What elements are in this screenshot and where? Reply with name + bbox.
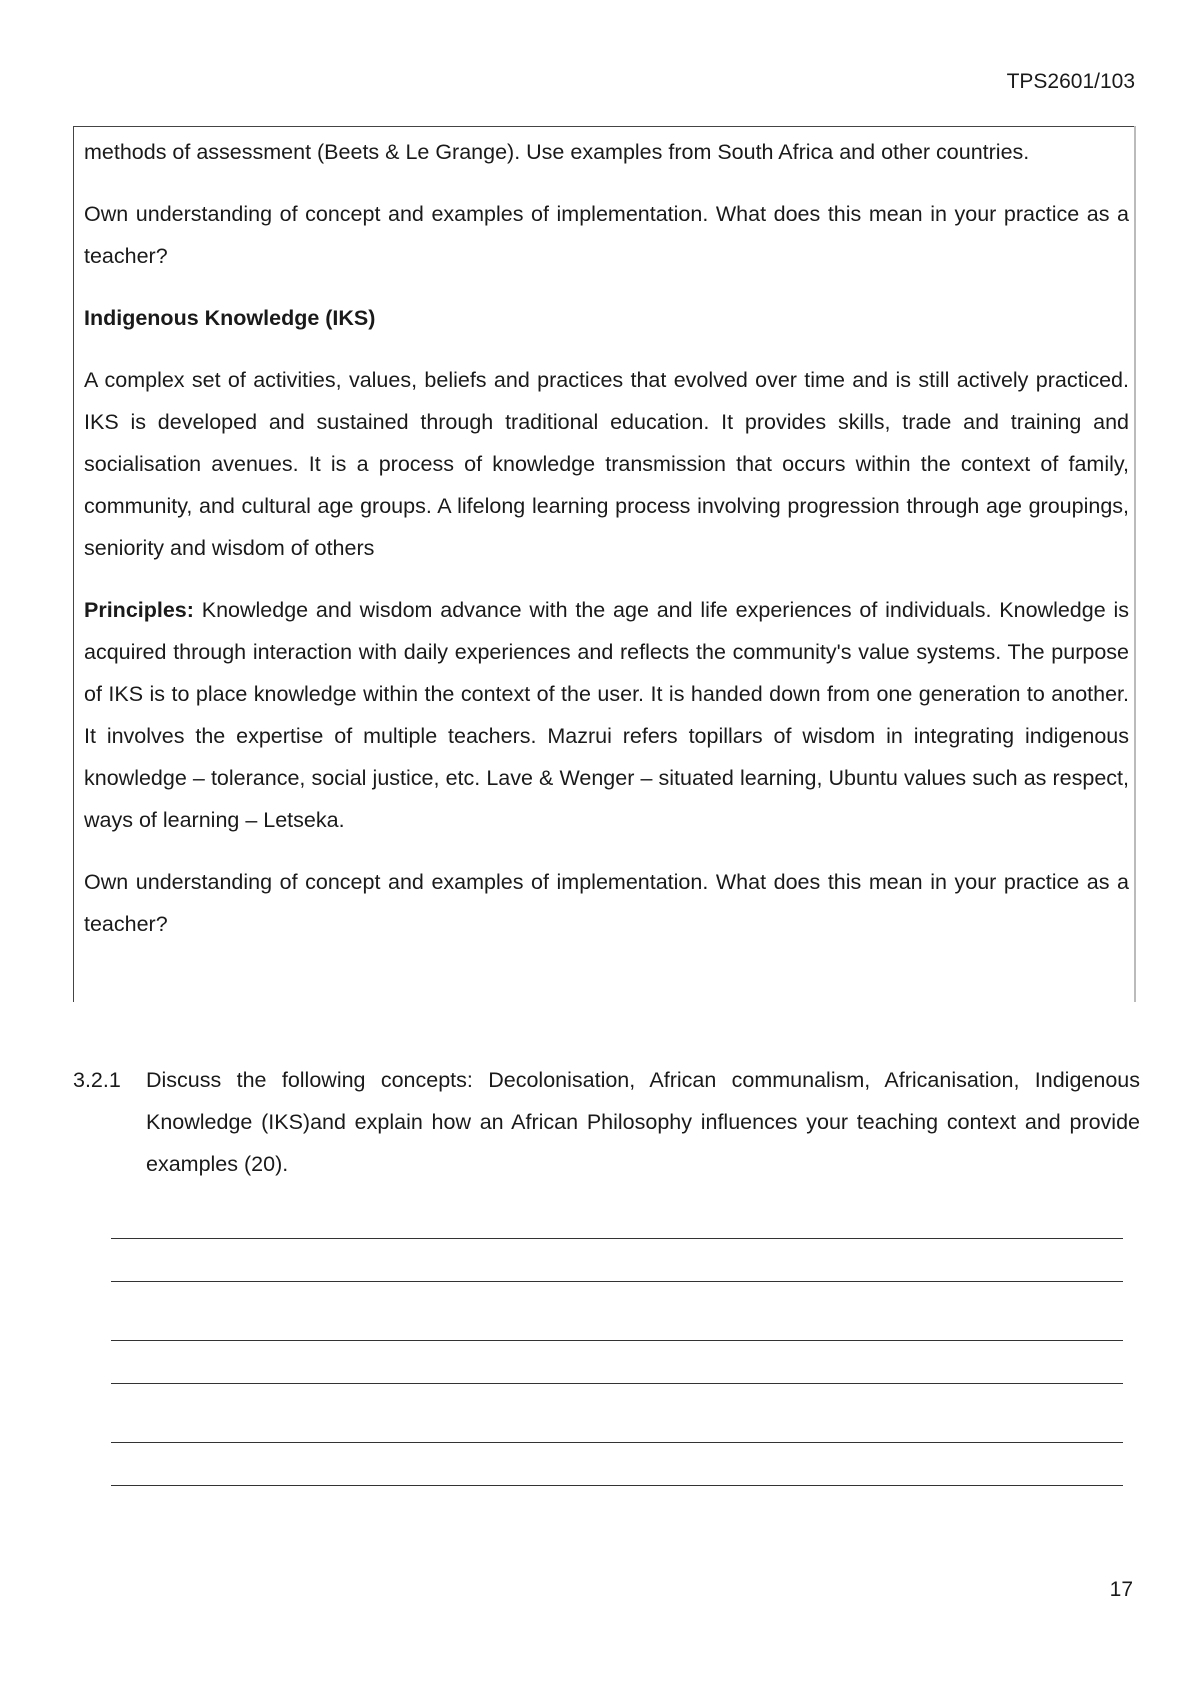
answer-line[interactable] xyxy=(111,1281,1123,1282)
answer-line[interactable] xyxy=(111,1383,1123,1384)
content-box xyxy=(73,126,1136,1002)
assessment-paragraph: methods of assessment (Beets & Le Grange). Use examples from South Africa and other countries. xyxy=(84,140,1030,164)
principles-label: Principles: xyxy=(84,598,194,622)
principles-paragraph xyxy=(84,589,1129,841)
iks-definition: A complex set of activities, values, beliefs and practices that evolved over time and is still actively practiced. IKS is developed and sustained through traditional education. It provides skills, trade and training and socialisation avenues. It is a process of knowledge transmission that occurs within the context of family, community, and cultural age groups. A lifelong learning process involving progression through age groupings, seniority and wisdom of others xyxy=(84,368,1129,560)
content-box-text xyxy=(84,131,1129,965)
iks-heading: Indigenous Knowledge (IKS) xyxy=(84,306,376,330)
course-code: TPS2601/103 xyxy=(1006,70,1135,93)
question-3-2-1 xyxy=(73,1059,1140,1185)
question-number: 3.2.1 xyxy=(73,1068,121,1092)
answer-line[interactable] xyxy=(111,1238,1123,1239)
answer-line[interactable] xyxy=(111,1442,1123,1443)
principles-text: Knowledge and wisdom advance with the age and life experiences of individuals. Knowledge is acquired through interaction with daily experiences and reflects the community's value systems. The purpose of IKS is to place knowledge within the context of the user. It is handed down from one generation to another. It involves the expertise of multiple teachers. Mazrui refers topillars of wisdom in integrating indigenous knowledge – tolerance, social justice, etc. Lave & Wenger – situated learning, Ubuntu values such as respect, ways of learning – Letseka. xyxy=(84,598,1129,832)
reflection-prompt-1: Own understanding of concept and examples of implementation. What does this mean in your practice as a teacher? xyxy=(84,202,1129,268)
answer-line[interactable] xyxy=(111,1340,1123,1341)
answer-line[interactable] xyxy=(111,1485,1123,1486)
page-number: 17 xyxy=(1109,1578,1133,1601)
box-right-border xyxy=(1134,126,1136,1002)
question-text: Discuss the following concepts: Decolonisation, African communalism, Africanisation, Indigenous Knowledge (IKS)and explain how an African Philosophy influences your teaching context and provide examples (20). xyxy=(146,1068,1140,1176)
reflection-prompt-2: Own understanding of concept and examples of implementation. What does this mean in your practice as a teacher? xyxy=(84,870,1129,936)
